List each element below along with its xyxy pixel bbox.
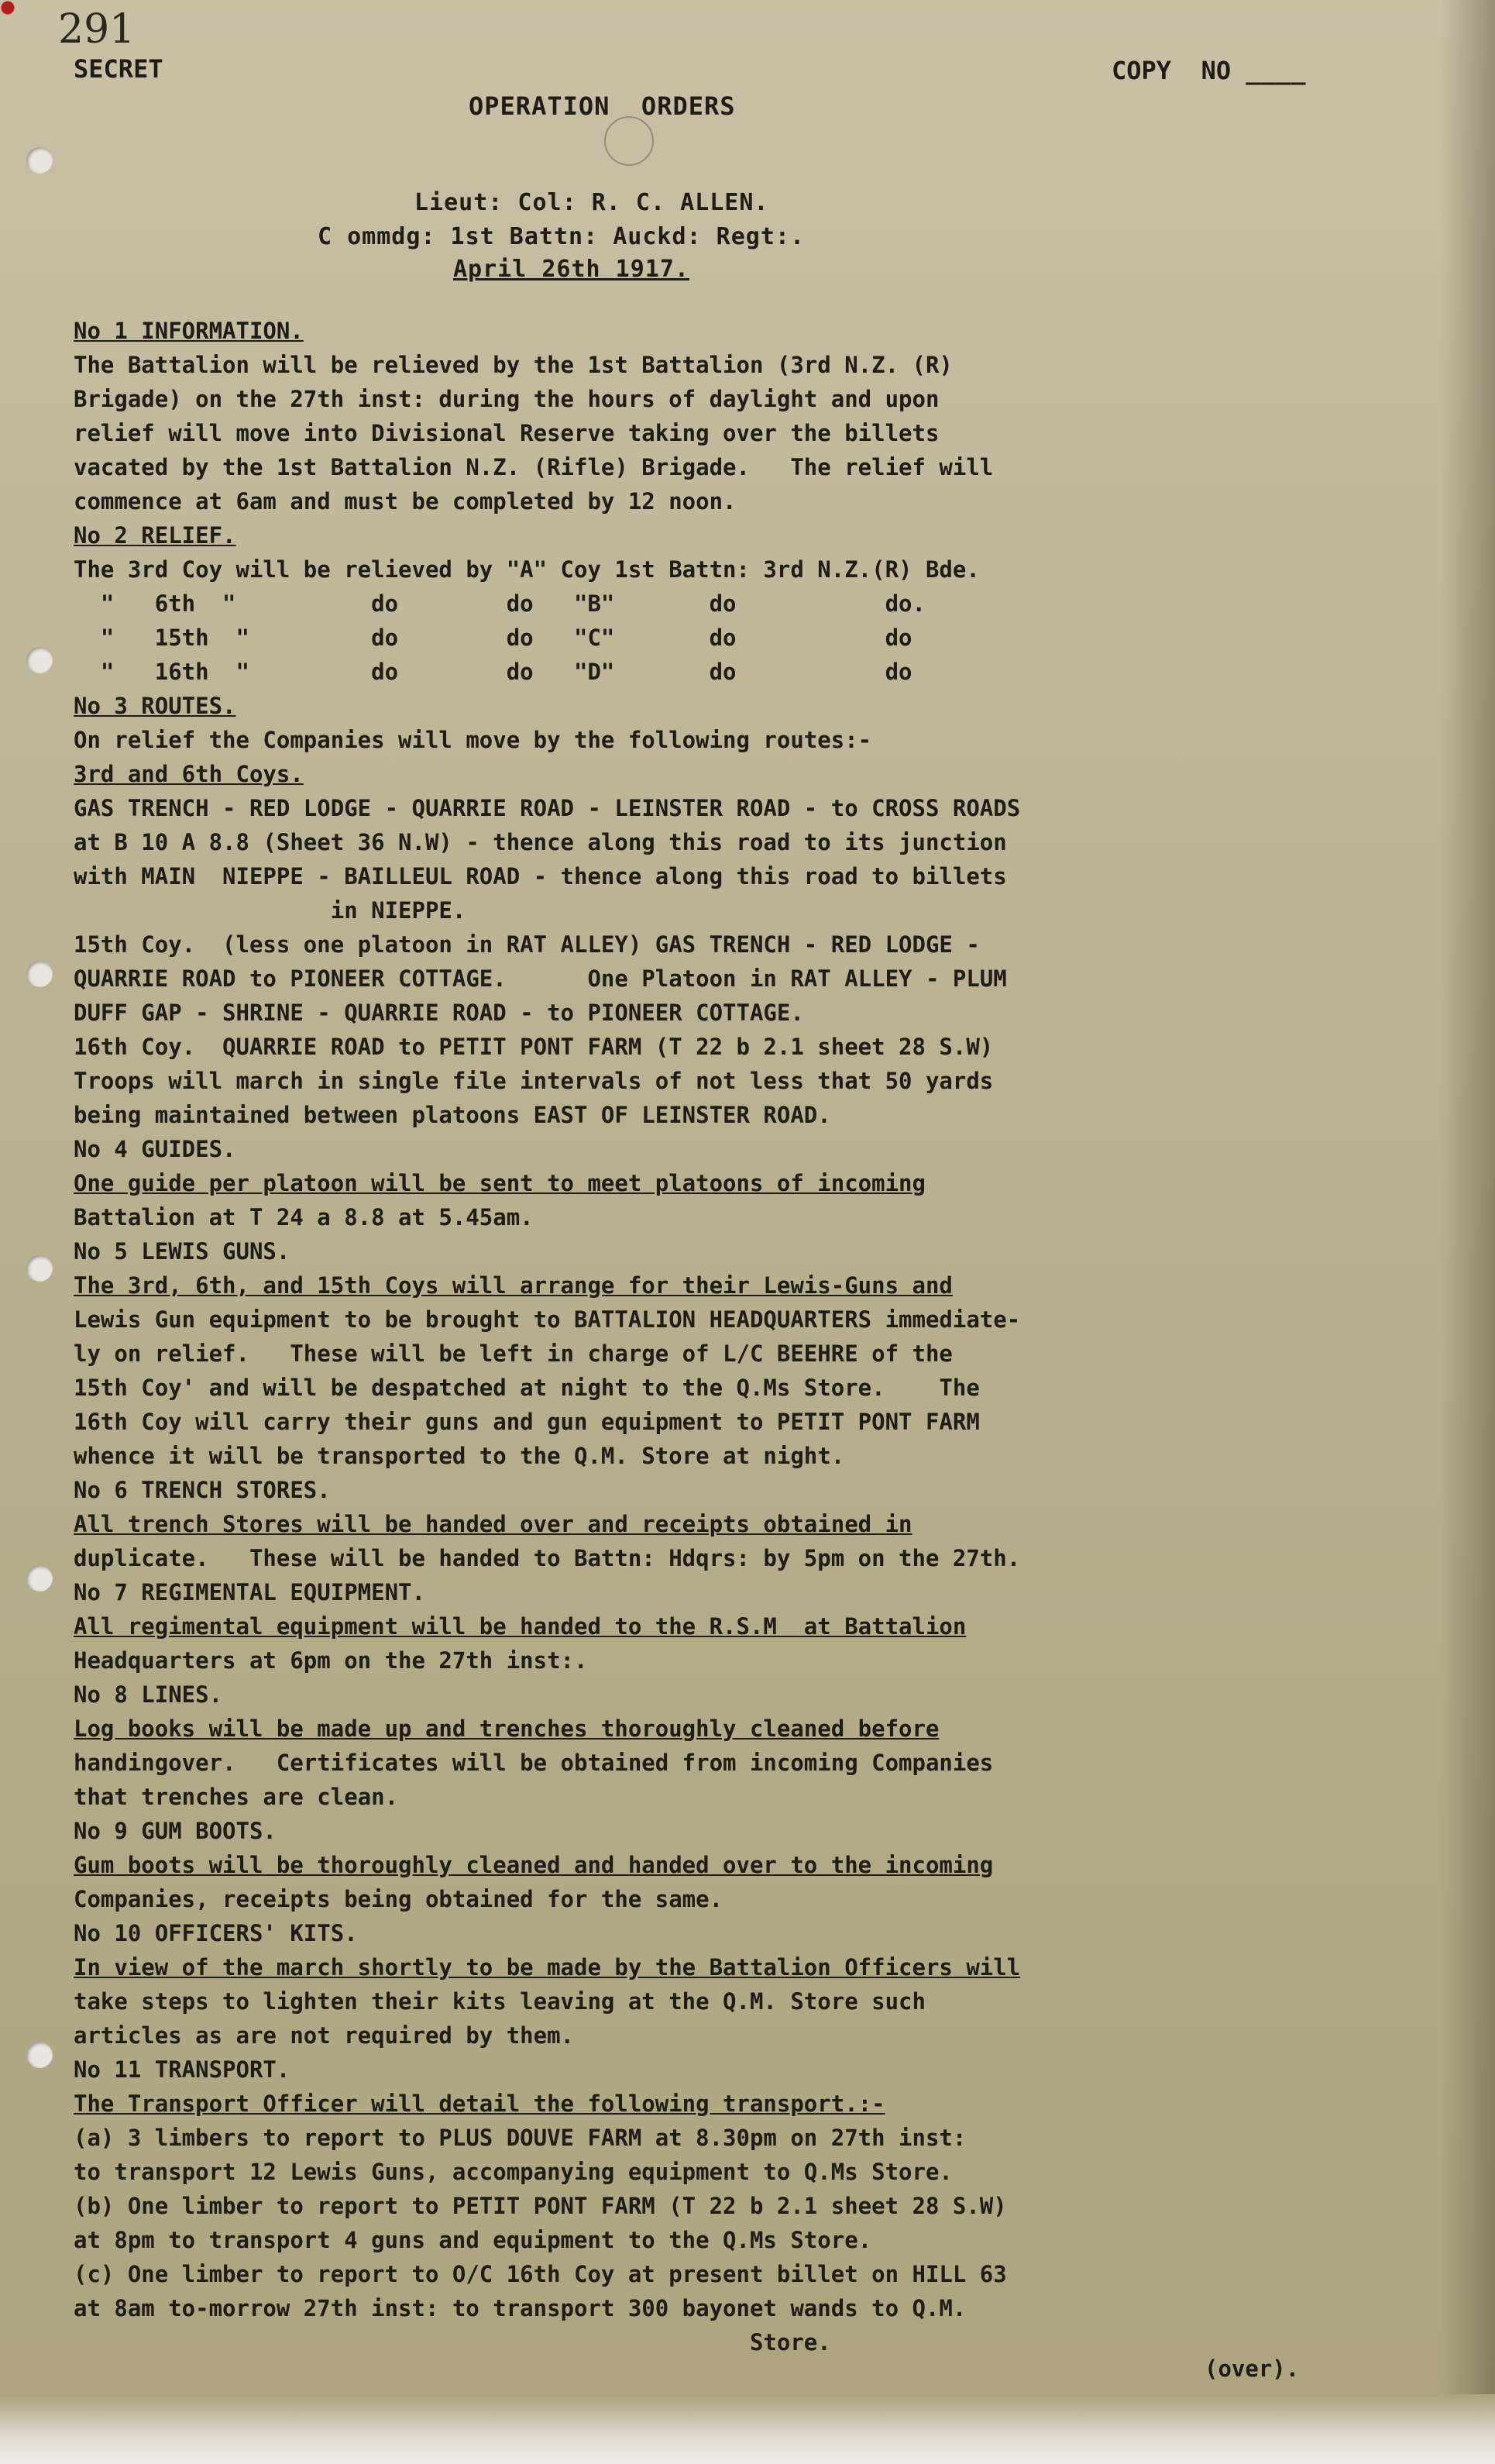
- body-line: 15th Coy. (less one platoon in RAT ALLEY) GAS TRENCH - RED LODGE -: [74, 931, 980, 958]
- scan-bottom-strip: [0, 2394, 1495, 2464]
- red-corner-mark: [0, 0, 31, 31]
- section-heading: 3rd and 6th Coys.: [74, 761, 304, 787]
- body-line: GAS TRENCH - RED LODGE - QUARRIE ROAD - LEINSTER ROAD - to CROSS ROADS: [74, 795, 1021, 821]
- body-line: 15th Coy' and will be despatched at night to the Q.Ms Store. The: [74, 1375, 980, 1401]
- section-heading: All regimental equipment will be handed to the R.S.M at Battalion: [74, 1613, 967, 1640]
- body-line: No 6 TRENCH STORES.: [74, 1477, 331, 1503]
- body-line: Store.: [74, 2329, 831, 2356]
- body-line: 16th Coy will carry their guns and gun equipment to PETIT PONT FARM: [74, 1409, 980, 1435]
- body-line: relief will move into Divisional Reserve taking over the billets: [74, 420, 940, 446]
- body-line: in NIEPPE.: [74, 897, 466, 924]
- orders-body: [74, 314, 1406, 2393]
- body-line: vacated by the 1st Battalion N.Z. (Rifle) Brigade. The relief will: [74, 454, 994, 480]
- punch-hole: [26, 147, 53, 174]
- section-heading: No 1 INFORMATION.: [74, 318, 304, 344]
- section-heading: The 3rd, 6th, and 15th Coys will arrange for their Lewis-Guns and: [74, 1272, 953, 1299]
- body-line: being maintained between platoons EAST OF LEINSTER ROAD.: [74, 1102, 831, 1128]
- body-line: to transport 12 Lewis Guns, accompanying equipment to Q.Ms Store.: [74, 2159, 953, 2185]
- punch-hole: [26, 1255, 53, 1282]
- body-line: at 8am to-morrow 27th inst: to transport 300 bayonet wands to Q.M.: [74, 2295, 967, 2321]
- body-line: Troops will march in single file intervals of not less that 50 yards: [74, 1068, 994, 1094]
- body-line: articles as are not required by them.: [74, 2022, 575, 2049]
- body-line: No 10 OFFICERS' KITS.: [74, 1920, 358, 1946]
- body-line: No 4 GUIDES.: [74, 1136, 236, 1162]
- body-line: Headquarters at 6pm on the 27th inst:.: [74, 1647, 588, 1674]
- body-line: take steps to lighten their kits leaving at the Q.M. Store such: [74, 1988, 926, 2015]
- issuing-officer: Lieut: Col: R. C. ALLEN.: [414, 189, 769, 216]
- body-line: commence at 6am and must be completed by 12 noon.: [74, 488, 737, 514]
- body-line: " 16th " do do "D" do do: [74, 659, 912, 685]
- body-line: at 8pm to transport 4 guns and equipment to the Q.Ms Store.: [74, 2227, 872, 2253]
- body-line: with MAIN NIEPPE - BAILLEUL ROAD - thence along this road to billets: [74, 863, 1007, 890]
- section-heading: All trench Stores will be handed over and receipts obtained in: [74, 1511, 912, 1537]
- body-line: " 15th " do do "C" do do: [74, 625, 912, 651]
- page-edge-shadow: [1441, 0, 1495, 2464]
- section-heading: One guide per platoon will be sent to meet platoons of incoming: [74, 1170, 926, 1196]
- section-heading: Gum boots will be thoroughly cleaned and handed over to the incoming: [74, 1852, 994, 1878]
- body-line: DUFF GAP - SHRINE - QUARRIE ROAD - to PIONEER COTTAGE.: [74, 1000, 804, 1026]
- body-line: (c) One limber to report to O/C 16th Coy at present billet on HILL 63: [74, 2261, 1007, 2287]
- command-line: C ommdg: 1st Battn: Auckd: Regt:.: [318, 223, 806, 250]
- body-line: No 7 REGIMENTAL EQUIPMENT.: [74, 1579, 425, 1605]
- body-line: On relief the Companies will move by the following routes:-: [74, 727, 872, 753]
- section-heading: Log books will be made up and trenches thoroughly cleaned before: [74, 1716, 940, 1742]
- body-line: Companies, receipts being obtained for the same.: [74, 1886, 723, 1912]
- document-title: OPERATION ORDERS: [469, 91, 736, 121]
- punch-hole: [26, 961, 53, 987]
- section-heading: No 3 ROUTES.: [74, 693, 236, 719]
- body-line: (b) One limber to report to PETIT PONT FARM (T 22 b 2.1 sheet 28 S.W): [74, 2193, 1007, 2219]
- body-line: whence it will be transported to the Q.M. Store at night.: [74, 1443, 845, 1469]
- body-line: ly on relief. These will be left in charge of L/C BEEHRE of the: [74, 1340, 953, 1367]
- section-heading: In view of the march shortly to be made by the Battalion Officers will: [74, 1954, 1021, 1980]
- body-line: handingover. Certificates will be obtained from incoming Companies: [74, 1750, 994, 1776]
- document-date: April 26th 1917.: [453, 256, 689, 283]
- body-line: Battalion at T 24 a 8.8 at 5.45am.: [74, 1204, 534, 1230]
- body-line: No 9 GUM BOOTS.: [74, 1818, 277, 1844]
- body-line: No 8 LINES.: [74, 1681, 223, 1708]
- body-line: at B 10 A 8.8 (Sheet 36 N.W) - thence along this road to its junction: [74, 829, 1007, 855]
- body-line: " 6th " do do "B" do do.: [74, 590, 926, 617]
- faint-stamp: [604, 116, 654, 166]
- punch-hole: [26, 1565, 53, 1592]
- continued-over-note: (over).: [1205, 2356, 1300, 2382]
- body-line: 16th Coy. QUARRIE ROAD to PETIT PONT FARM (T 22 b 2.1 sheet 28 S.W): [74, 1034, 994, 1060]
- copy-number-label: COPY NO ____: [1112, 56, 1306, 85]
- body-line: Brigade) on the 27th inst: during the hours of daylight and upon: [74, 386, 940, 412]
- file-reference-number: 291: [58, 6, 136, 53]
- body-line: that trenches are clean.: [74, 1784, 399, 1810]
- body-line: No 11 TRANSPORT.: [74, 2056, 290, 2083]
- body-line: (a) 3 limbers to report to PLUS DOUVE FARM at 8.30pm on 27th inst:: [74, 2125, 967, 2151]
- section-heading: No 2 RELIEF.: [74, 522, 236, 549]
- body-line: The Battalion will be relieved by the 1st Battalion (3rd N.Z. (R): [74, 352, 953, 378]
- punch-hole: [26, 647, 53, 673]
- punch-hole: [26, 2042, 53, 2068]
- body-line: The 3rd Coy will be relieved by "A" Coy 1st Battn: 3rd N.Z.(R) Bde.: [74, 556, 980, 583]
- section-heading: The Transport Officer will detail the following transport.:-: [74, 2091, 885, 2117]
- body-line: duplicate. These will be handed to Battn: Hdqrs: by 5pm on the 27th.: [74, 1545, 1021, 1571]
- body-line: Lewis Gun equipment to be brought to BATTALION HEADQUARTERS immediate-: [74, 1306, 1021, 1333]
- body-line: QUARRIE ROAD to PIONEER COTTAGE. One Platoon in RAT ALLEY - PLUM: [74, 965, 1007, 992]
- body-line: No 5 LEWIS GUNS.: [74, 1238, 290, 1265]
- classification-label: SECRET: [74, 54, 163, 84]
